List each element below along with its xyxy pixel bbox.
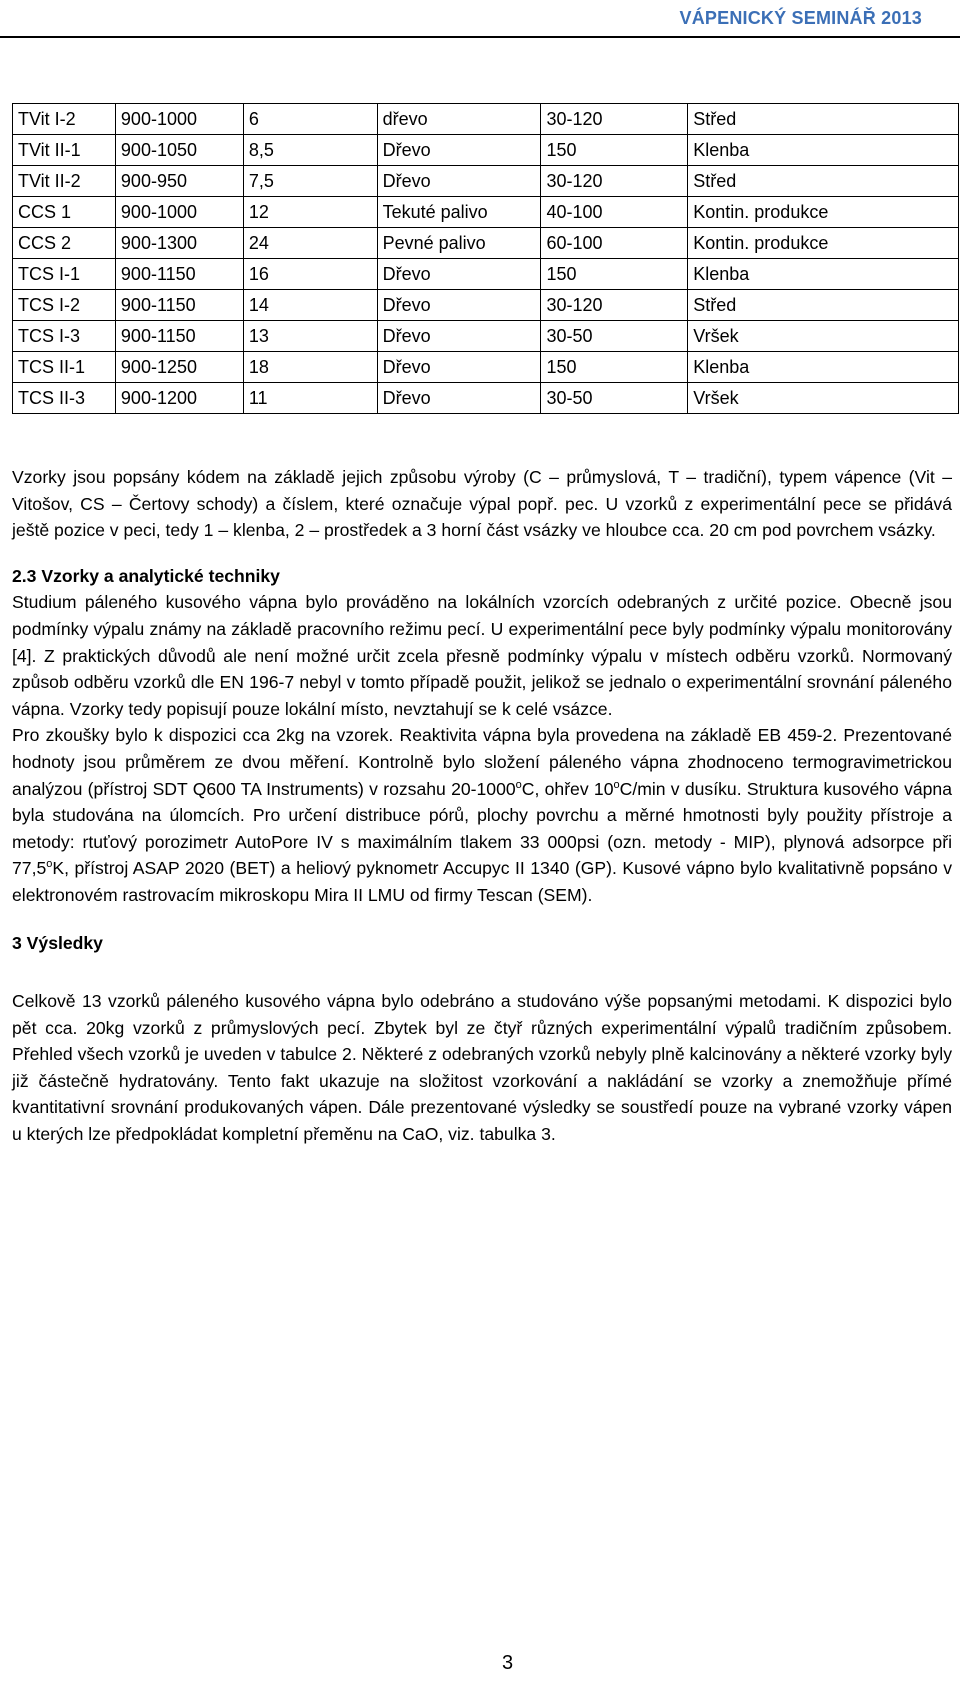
table-cell: 150 xyxy=(541,135,688,166)
section-heading-2-3: 2.3 Vzorky a analytické techniky xyxy=(12,565,280,586)
table-row xyxy=(13,197,959,228)
table-cell: 900-1000 xyxy=(115,104,243,135)
samples-table xyxy=(12,103,959,414)
table-cell: 900-1250 xyxy=(115,352,243,383)
methods-text-c: C/min v dusíku. Struktura kusového vápna byla studována na úlomcích. Pro určení distribuce pórů, plochy povrchu a měrné hmotnosti byly použity přístroje a metody: rtuťový porozimetr AutoPore IV s maximálním tlakem 33 000psi (ozn. metody - MIP), plynová adsorpce při 77,5 xyxy=(12,778,952,879)
table-cell: Střed xyxy=(688,290,959,321)
degree-sup-3: o xyxy=(46,858,53,871)
table-cell: Vršek xyxy=(688,383,959,414)
table-cell: 900-1150 xyxy=(115,321,243,352)
table-cell: 16 xyxy=(243,259,377,290)
table-cell: Dřevo xyxy=(377,259,541,290)
table-cell: 900-1300 xyxy=(115,228,243,259)
table-cell: Kontin. produkce xyxy=(688,197,959,228)
table-cell: TCS I-1 xyxy=(13,259,116,290)
table-row xyxy=(13,259,959,290)
table-cell: 18 xyxy=(243,352,377,383)
table-cell: 24 xyxy=(243,228,377,259)
body-text xyxy=(12,464,952,1148)
samples-table-body xyxy=(13,104,959,414)
table-cell: TVit II-1 xyxy=(13,135,116,166)
table-cell: Střed xyxy=(688,166,959,197)
section-heading-3: 3 Výsledky xyxy=(12,932,103,953)
table-cell: TCS II-3 xyxy=(13,383,116,414)
table-cell: 12 xyxy=(243,197,377,228)
table-cell: Klenba xyxy=(688,259,959,290)
table-row xyxy=(13,135,959,166)
table-cell: Dřevo xyxy=(377,135,541,166)
table-cell: Tekuté palivo xyxy=(377,197,541,228)
table-cell: 30-50 xyxy=(541,383,688,414)
methods-text-a: Pro zkoušky bylo k dispozici cca 2kg na vzorek. Reaktivita vápna byla provedena na základě EB 459-2. Prezentované hodnoty jsou průměrem ze dvou měření. Kontrolně bylo složení páleného vápna zhodnoceno termogravimetrickou analýzou (přístroj SDT Q600 TA Instruments) v rozsahu 20-1000 xyxy=(12,725,952,799)
table-row xyxy=(13,228,959,259)
paragraph-results: Celkově 13 vzorků páleného kusového vápna bylo odebráno a studováno výše popsanými metodami. K dispozici bylo pět cca. 20kg vzorků z průmyslových pecí. Zbytek byl ze čtyř různých experimentální výpalů tradičním způsobem. Přehled všech vzorků je uveden v tabulce 2. Některé z odebraných vzorků nebyly plně kalcinovány a některé vzorky byly již částečně hydratovány. Tento fakt ukazuje na složitost vzorkování a nakládání se vzorky a znemožňuje přímé kvantitativní srovnání produkovaných vápen. Dále prezentované výsledky se soustředí pouze na vybrané vzorky vápen u kterých lze předpokládat kompletní přeměnu na CaO, viz. tabulka 3. xyxy=(12,991,952,1145)
table-cell: 13 xyxy=(243,321,377,352)
methods-text-d: K, přístroj ASAP 2020 (BET) a heliový pyknometr Accupyc II 1340 (GP). Kusové vápno bylo kvalitativně popsáno v elektronovém rastrovacím mikroskopu Mira II LMU od firmy Tescan (SEM). xyxy=(12,858,952,905)
paragraph-methods xyxy=(12,722,952,908)
table-cell: 900-1200 xyxy=(115,383,243,414)
table-cell: 40-100 xyxy=(541,197,688,228)
table-cell: 150 xyxy=(541,352,688,383)
page-number: 3 xyxy=(502,1652,514,1674)
table-row xyxy=(13,383,959,414)
paragraph-sample-coding: Vzorky jsou popsány kódem na základě jejich způsobu výroby (C – průmyslová, T – tradiční), typem vápence (Vit – Vitošov, CS – Čertovy schody) a číslem, které označuje výpal popř. pec. U vzorků z experimentální pece se přidává ještě pozice v peci, tedy 1 – klenba, 2 – prostředek a 3 horní část vsázky ve hloubce cca. 20 cm pod povrchem vsázky. xyxy=(12,467,952,541)
table-cell: Vršek xyxy=(688,321,959,352)
table-cell: dřevo xyxy=(377,104,541,135)
table-cell: Klenba xyxy=(688,135,959,166)
table-cell: 30-120 xyxy=(541,104,688,135)
table-row xyxy=(13,352,959,383)
table-cell: 6 xyxy=(243,104,377,135)
table-row xyxy=(13,104,959,135)
table-cell: 30-120 xyxy=(541,290,688,321)
methods-text-b: C, ohřev 10 xyxy=(521,778,614,799)
header-rule xyxy=(0,36,960,38)
table-cell: 14 xyxy=(243,290,377,321)
table-cell: 8,5 xyxy=(243,135,377,166)
table-cell: 7,5 xyxy=(243,166,377,197)
table-cell: Dřevo xyxy=(377,352,541,383)
table-cell: 30-50 xyxy=(541,321,688,352)
table-cell: 30-120 xyxy=(541,166,688,197)
table-row xyxy=(13,321,959,352)
table-cell: Dřevo xyxy=(377,166,541,197)
table-cell: 60-100 xyxy=(541,228,688,259)
table-cell: Dřevo xyxy=(377,383,541,414)
table-cell: 11 xyxy=(243,383,377,414)
table-cell: Střed xyxy=(688,104,959,135)
table-cell: 150 xyxy=(541,259,688,290)
table-cell: 900-1150 xyxy=(115,290,243,321)
table-cell: Klenba xyxy=(688,352,959,383)
table-cell: Dřevo xyxy=(377,290,541,321)
table-cell: TCS I-2 xyxy=(13,290,116,321)
table-cell: TCS I-3 xyxy=(13,321,116,352)
table-cell: CCS 2 xyxy=(13,228,116,259)
table-cell: 900-1050 xyxy=(115,135,243,166)
table-cell: 900-950 xyxy=(115,166,243,197)
table-cell: Dřevo xyxy=(377,321,541,352)
paragraph-sampling: Studium páleného kusového vápna bylo prováděno na lokálních vzorcích odebraných z určité pozice. Obecně jsou podmínky výpalu známy na základě pracovního režimu pecí. U experimentální pece byly podmínky výpalu monitorovány [4]. Z praktických důvodů ale není možné určit zcela přesně podmínky výpalu v místech odběru vzorků. Normovaný způsob odběru vzorků dle EN 196-7 nebyl v tomto případě použit, jelikož se jednalo o experimentální srovnání páleného vápna. Vzorky tedy popisují pouze lokální místo, nevztahují se k celé vsázce. xyxy=(12,592,952,719)
degree-sup-2: o xyxy=(613,778,620,791)
running-header: VÁPENICKÝ SEMINÁŘ 2013 xyxy=(679,8,922,28)
table-row xyxy=(13,166,959,197)
table-row xyxy=(13,290,959,321)
table-cell: TVit I-2 xyxy=(13,104,116,135)
table-cell: 900-1150 xyxy=(115,259,243,290)
table-cell: 900-1000 xyxy=(115,197,243,228)
table-cell: CCS 1 xyxy=(13,197,116,228)
table-cell: TCS II-1 xyxy=(13,352,116,383)
table-cell: Kontin. produkce xyxy=(688,228,959,259)
table-cell: Pevné palivo xyxy=(377,228,541,259)
degree-sup-1: o xyxy=(515,778,522,791)
table-cell: TVit II-2 xyxy=(13,166,116,197)
